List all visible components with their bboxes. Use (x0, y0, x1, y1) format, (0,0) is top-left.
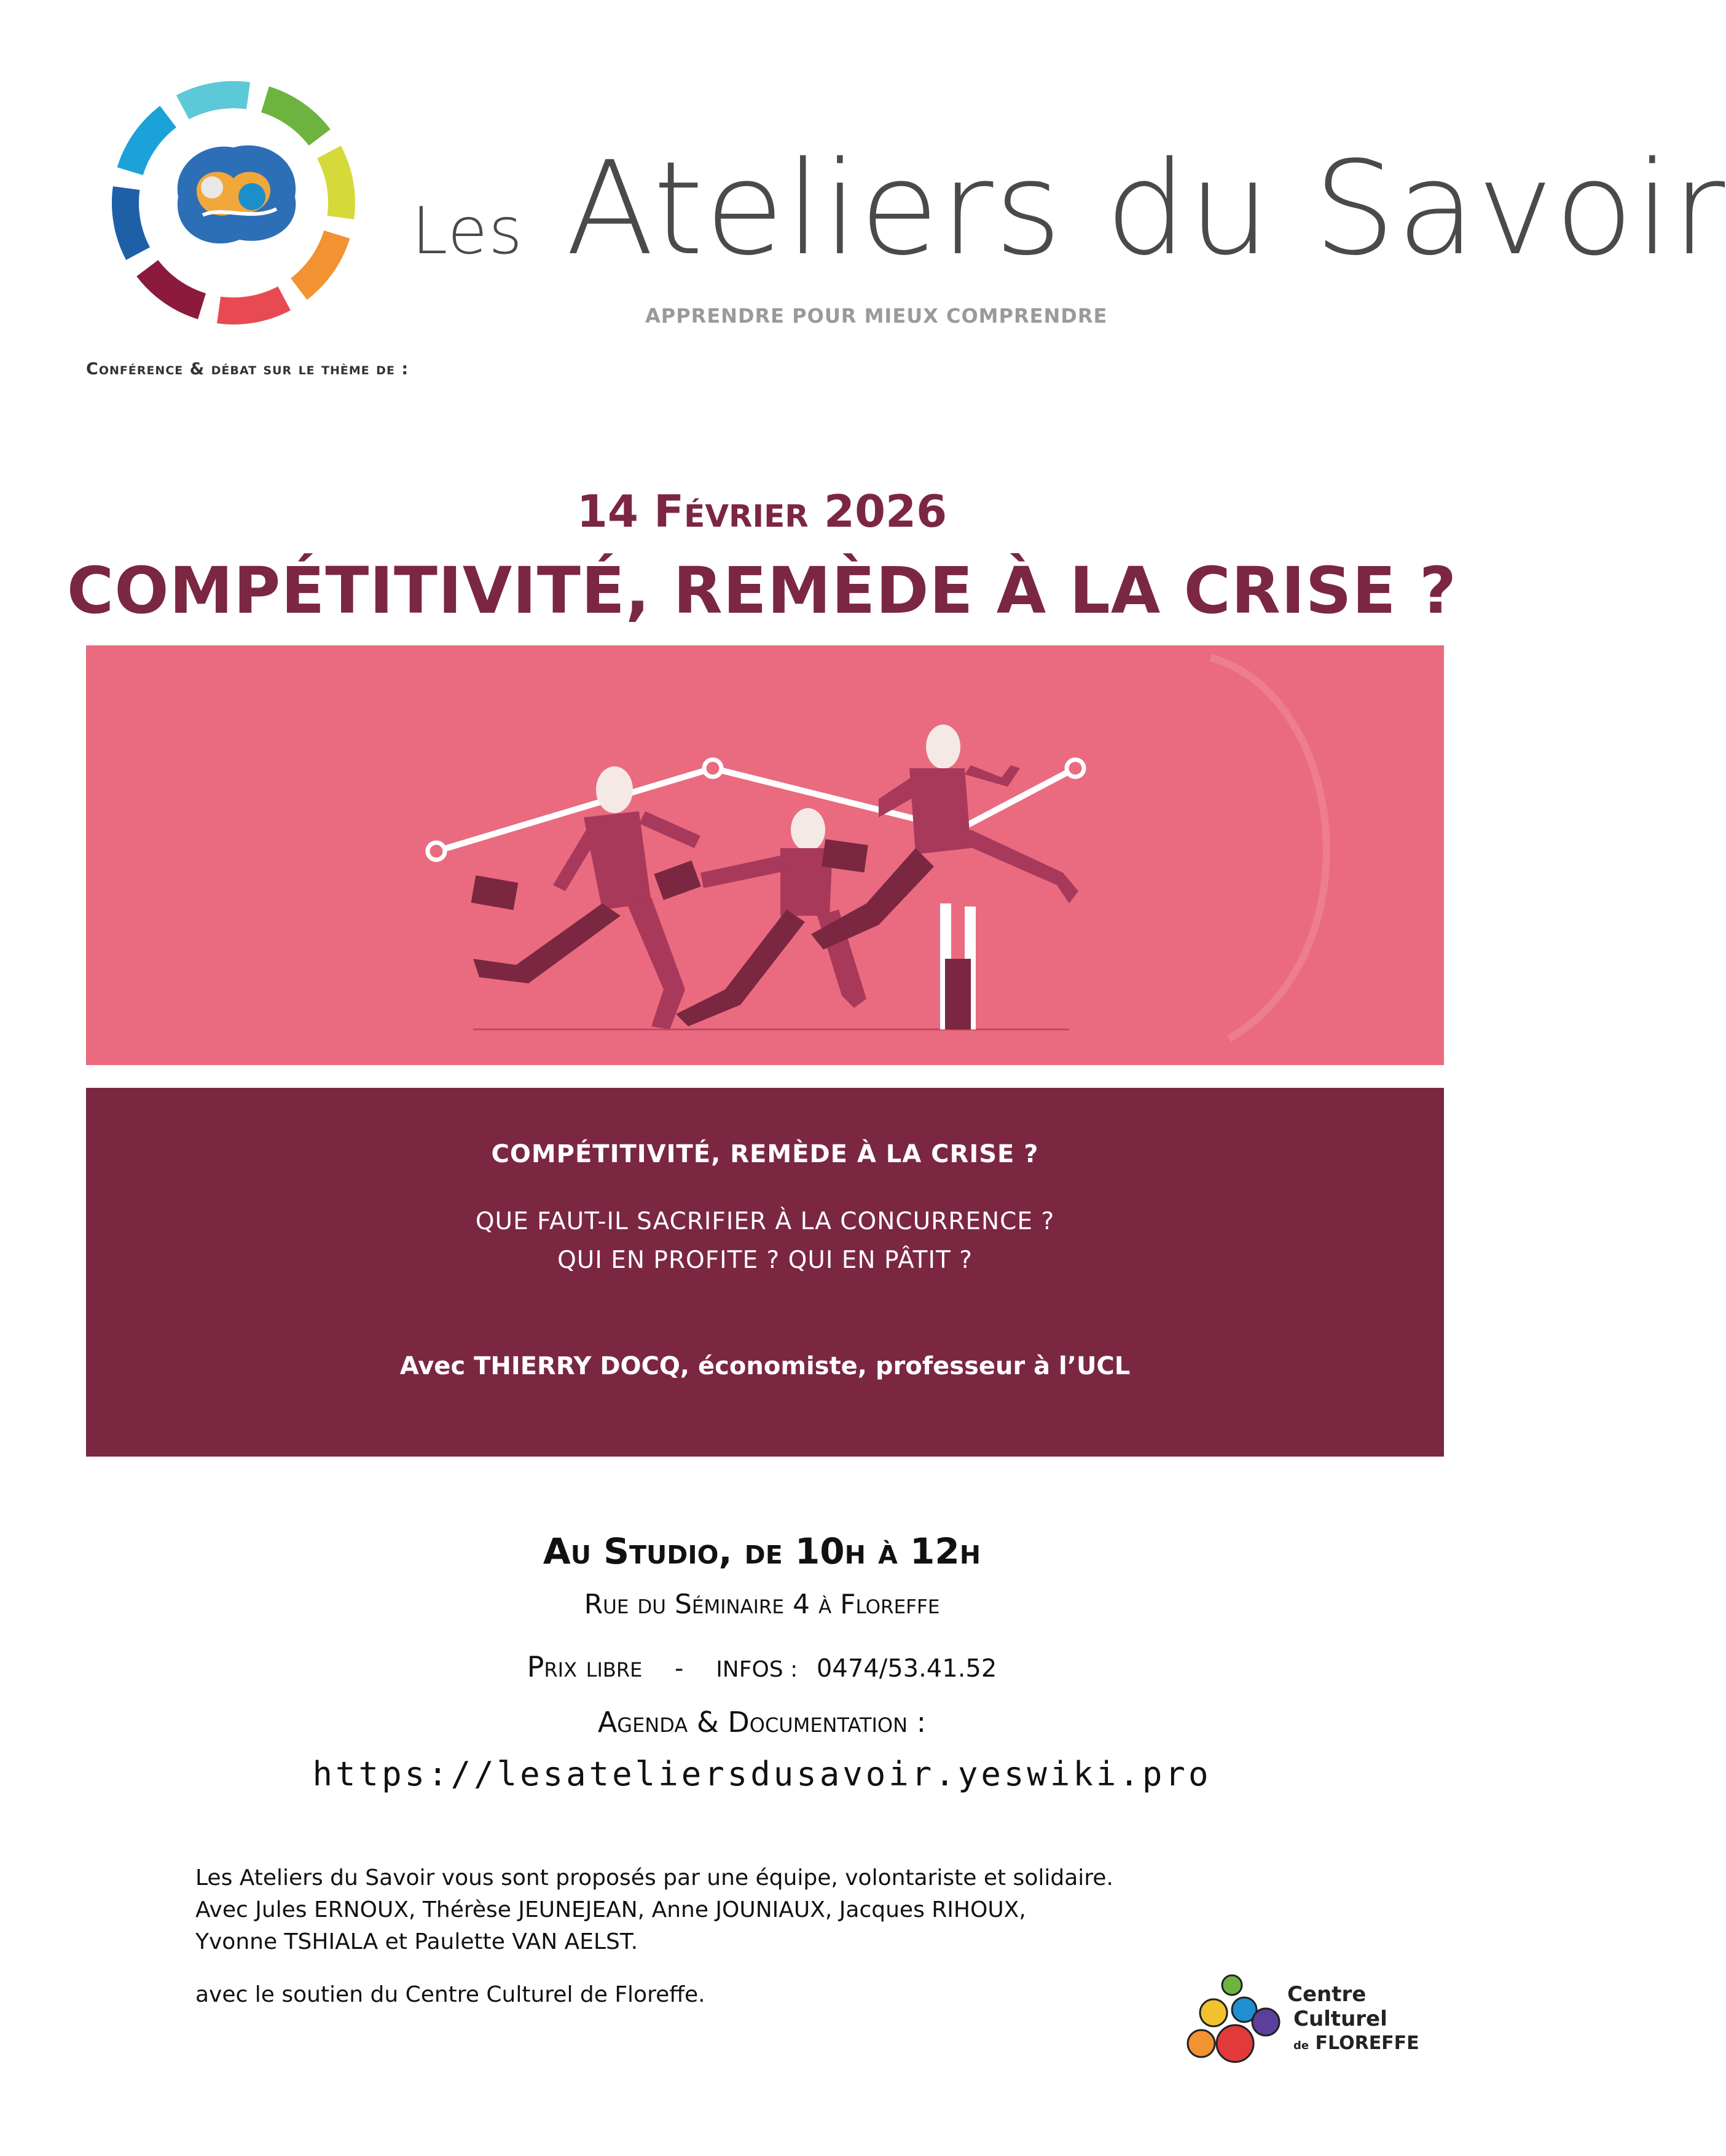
support-text: avec le soutien du Centre Culturel de Floreffe. (195, 1982, 705, 2007)
event-title: COMPÉTITIVITÉ, REMÈDE À LA CRISE ? (66, 553, 1457, 628)
runners-illustration (86, 645, 1444, 1065)
box-speaker: Avec THIERRY DOCQ, économiste, professeur à l’UCL (399, 1352, 1131, 1380)
team-line-2: Avec Jules ERNOUX, Thérèse JEUNEJEAN, Anne JOUNIAUX, Jacques RIHOUX, (195, 1897, 1026, 1922)
team-credits (195, 1862, 1363, 1958)
separator: - (675, 1654, 684, 1683)
cc-de: de (1293, 2039, 1309, 2052)
price-line (0, 1650, 1524, 1683)
brand-prefix: Les (412, 194, 524, 269)
brain-icon (178, 146, 296, 244)
box-title: COMPÉTITIVITÉ, REMÈDE À LA CRISE ? (491, 1140, 1039, 1168)
subtitle: Conférence & débat sur le thème de : (86, 360, 409, 379)
centre-culturel-text (1287, 1982, 1422, 2058)
ateliers-logo (104, 74, 363, 332)
box-question-1: QUE FAUT-IL SACRIFIER À LA CONCURRENCE ? (475, 1208, 1055, 1235)
cc-line-3: FLOREFFE (1315, 2032, 1419, 2054)
brand-title (412, 133, 1726, 284)
website-link[interactable]: https://lesateliersdusavoir.yeswiki.pro (312, 1755, 1212, 1793)
infos-label: INFOS : (716, 1657, 798, 1682)
venue-time: Au Studio, de 10h à 12h (543, 1530, 981, 1572)
team-line-1: Les Ateliers du Savoir vous sont proposés par une équipe, volontariste et solidaire. (195, 1865, 1113, 1890)
agenda-label: Agenda & Documentation : (597, 1706, 927, 1739)
address: Rue du Séminaire 4 à Floreffe (584, 1589, 940, 1620)
team-line-3: Yvonne TSHIALA et Paulette VAN AELST. (195, 1929, 638, 1954)
info-box (86, 1088, 1444, 1457)
cc-line-1: Centre (1287, 1982, 1367, 2007)
price: Prix libre (527, 1650, 643, 1683)
event-date: 14 Février 2026 (576, 486, 947, 537)
cc-line-2: Culturel (1293, 2007, 1387, 2031)
tagline: APPRENDRE POUR MIEUX COMPRENDRE (645, 304, 1108, 328)
brand-main: Ateliers du Savoir (565, 133, 1726, 284)
box-question-2: QUI EN PROFITE ? QUI EN PÂTIT ? (557, 1246, 973, 1274)
phone: 0474/53.41.52 (816, 1654, 997, 1683)
